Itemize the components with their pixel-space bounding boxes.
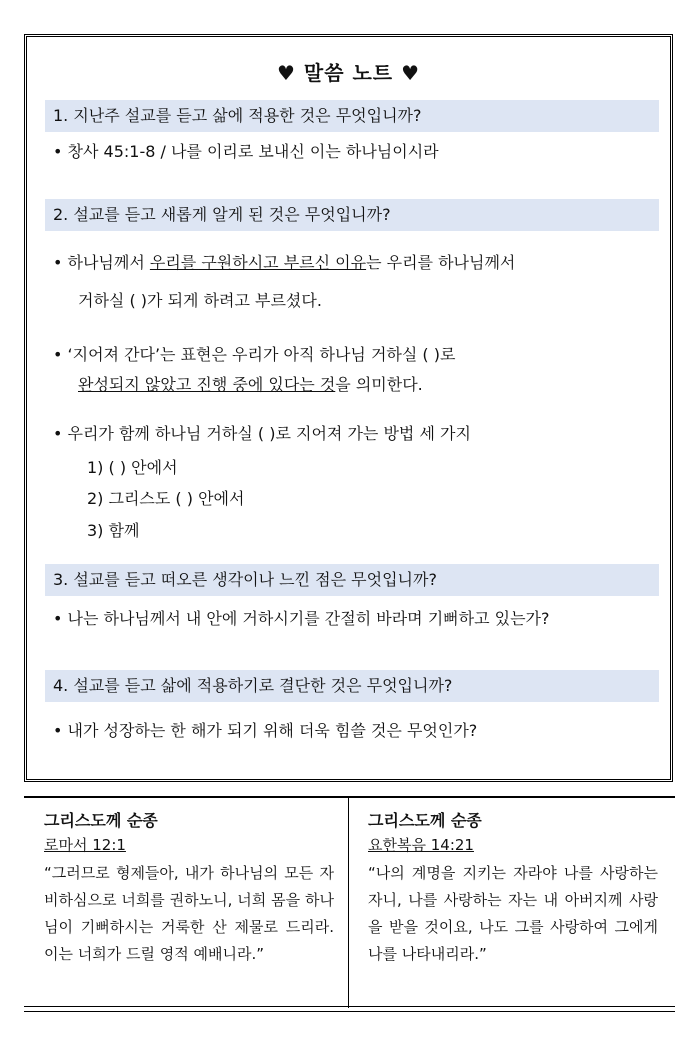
sermon-note-box [24, 34, 673, 782]
list-item: 1) ( ) 안에서 [87, 458, 178, 477]
answer-2-bullet-1-line2: 거하실 ( )가 되게 하려고 부르셨다. [78, 291, 322, 310]
answer-2-bullet-2: • ‘지어져 간다’는 표현은 우리가 아직 하나님 거하실 ( )로 [53, 345, 456, 364]
scripture-right [368, 808, 658, 968]
answer-2-bullet-2-underline: 완성되지 않았고 진행 중에 있다는 것 [78, 375, 336, 394]
scripture-left [44, 808, 334, 968]
question-1: 1. 지난주 설교를 듣고 삶에 적용한 것은 무엇입니까? [45, 100, 659, 132]
scripture-left-heading: 그리스도께 순종 [44, 811, 158, 830]
scripture-left-reference: 로마서 12:1 [44, 836, 126, 854]
answer-4-bullet: • 내가 성장하는 한 해가 되기 위해 더욱 힘쓸 것은 무엇인가? [53, 721, 478, 740]
footer-top-rule [24, 796, 675, 798]
answer-2-bullet-3: • 우리가 함께 하나님 거하실 ( )로 지어져 가는 방법 세 가지 [53, 424, 471, 443]
scripture-footer [24, 796, 675, 1012]
answer-2-bullet-1-post: 는 우리를 하나님께서 [366, 253, 516, 272]
answer-3-bullet: • 나는 하나님께서 내 안에 거하시기를 간절히 바라며 기뻐하고 있는가? [53, 609, 550, 628]
footer-column-divider [348, 796, 349, 1008]
footer-bottom-rule [24, 1006, 675, 1012]
answer-2-bullet-2-post: 을 의미한다. [335, 375, 423, 394]
list-item: 2) 그리스도 ( ) 안에서 [87, 489, 245, 508]
answer-2-bullet-1-underline: 우리를 구원하시고 부르신 이유 [149, 253, 367, 272]
scripture-right-reference: 요한복음 14:21 [368, 836, 474, 854]
scripture-right-heading: 그리스도께 순종 [368, 811, 482, 830]
answer-2-bullet-1 [53, 250, 515, 273]
question-3: 3. 설교를 듣고 떠오른 생각이나 느낀 점은 무엇입니까? [45, 564, 659, 596]
question-2: 2. 설교를 듣고 새롭게 알게 된 것은 무엇입니까? [45, 199, 659, 231]
scripture-left-text: “그러므로 형제들아, 내가 하나님의 모든 자비하심으로 너희를 권하노니, 너희 몸을 하나님이 기뻐하시는 거룩한 산 제물로 드리라. 이는 너희가 드릴 영적 예배니라.” [44, 864, 334, 963]
question-4: 4. 설교를 듣고 삶에 적용하기로 결단한 것은 무엇입니까? [45, 670, 659, 702]
answer-2-bullet-2-line2 [78, 372, 423, 395]
answer-2-bullet-1-pre: • 하나님께서 [53, 253, 150, 272]
list-item: 3) 함께 [87, 521, 140, 540]
answer-1-bullet: • 창사 45:1-8 / 나를 이리로 보내신 이는 하나님이시라 [53, 142, 439, 161]
note-title: ♥ 말씀 노트 ♥ [276, 61, 421, 85]
scripture-right-text: “나의 계명을 지키는 자라야 나를 사랑하는 자니, 나를 사랑하는 자는 내 아버지께 사랑을 받을 것이요, 나도 그를 사랑하여 그에게 나를 나타내리라.” [368, 864, 658, 963]
